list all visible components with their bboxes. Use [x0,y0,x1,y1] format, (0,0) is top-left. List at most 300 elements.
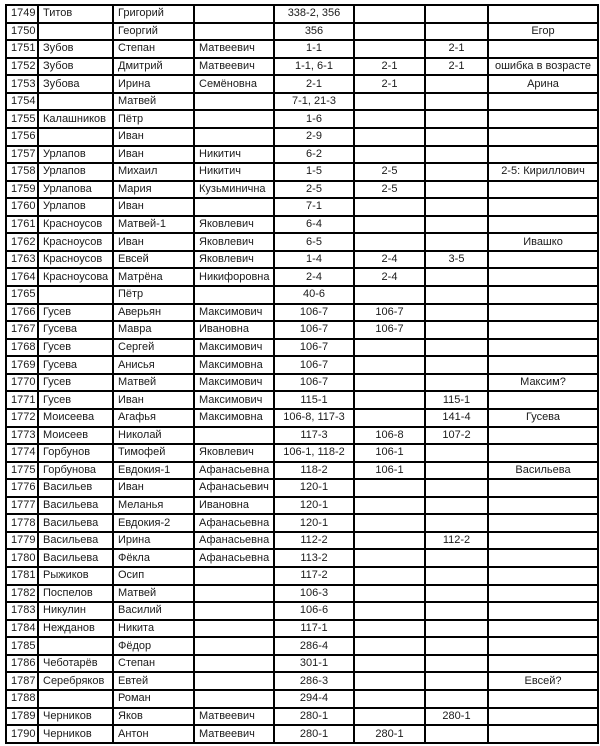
cell-surname: Красноусов [38,216,113,234]
cell-id: 1763 [6,251,38,269]
table-row [6,181,598,199]
cell-ref1: 6-4 [274,216,354,234]
cell-note [488,110,598,128]
cell-note [488,128,598,146]
table-row [6,356,598,374]
cell-ref2 [354,479,425,497]
cell-surname: Моисеев [38,427,113,445]
cell-note [488,93,598,111]
cell-ref3 [425,304,488,322]
cell-ref1: 280-1 [274,725,354,743]
cell-ref2: 2-1 [354,75,425,93]
cell-ref2 [354,567,425,585]
cell-id: 1786 [6,655,38,673]
cell-ref1: 106-7 [274,356,354,374]
cell-id: 1782 [6,585,38,603]
cell-ref1: 2-1 [274,75,354,93]
table-row [6,128,598,146]
cell-ref1: 106-7 [274,304,354,322]
cell-given_name: Дмитрий [113,58,194,76]
cell-surname: Зубова [38,75,113,93]
cell-id: 1758 [6,163,38,181]
cell-ref1: 115-1 [274,391,354,409]
cell-ref2: 2-1 [354,58,425,76]
cell-given_name: Роман [113,690,194,708]
cell-given_name: Матвей [113,93,194,111]
cell-patronymic: Никитич [194,163,274,181]
cell-given_name: Фёдор [113,637,194,655]
cell-id: 1760 [6,198,38,216]
cell-note: 2-5: Кириллович [488,163,598,181]
cell-ref3 [425,690,488,708]
cell-given_name: Степан [113,40,194,58]
table-row [6,304,598,322]
cell-note [488,708,598,726]
table-row [6,708,598,726]
cell-patronymic [194,128,274,146]
cell-given_name: Антон [113,725,194,743]
cell-given_name: Яков [113,708,194,726]
cell-note: Евсей? [488,672,598,690]
cell-ref1: 120-1 [274,479,354,497]
cell-patronymic: Кузьминична [194,181,274,199]
cell-given_name: Иван [113,198,194,216]
cell-ref1: 2-4 [274,268,354,286]
cell-ref2 [354,216,425,234]
cell-given_name: Матвей [113,585,194,603]
cell-ref1: 106-7 [274,374,354,392]
cell-ref3 [425,356,488,374]
table-row [6,479,598,497]
cell-patronymic [194,93,274,111]
cell-id: 1770 [6,374,38,392]
cell-surname: Гусева [38,356,113,374]
cell-ref3 [425,5,488,23]
cell-note: Егор [488,23,598,41]
cell-ref3: 115-1 [425,391,488,409]
cell-id: 1779 [6,532,38,550]
cell-ref2: 106-7 [354,304,425,322]
cell-note: Максим? [488,374,598,392]
cell-note [488,690,598,708]
cell-note [488,286,598,304]
cell-surname: Зубов [38,40,113,58]
cell-ref3 [425,655,488,673]
cell-given_name: Мария [113,181,194,199]
table-row [6,93,598,111]
cell-id: 1765 [6,286,38,304]
cell-note [488,146,598,164]
cell-ref2 [354,233,425,251]
cell-ref2: 106-8 [354,427,425,445]
cell-given_name: Меланья [113,497,194,515]
cell-ref1: 106-1, 118-2 [274,444,354,462]
cell-patronymic [194,23,274,41]
cell-surname [38,93,113,111]
cell-note [488,514,598,532]
cell-id: 1764 [6,268,38,286]
cell-patronymic [194,672,274,690]
cell-ref1: 294-4 [274,690,354,708]
cell-given_name: Степан [113,655,194,673]
cell-given_name: Матвей [113,374,194,392]
cell-ref3 [425,216,488,234]
cell-patronymic: Максимовна [194,356,274,374]
cell-note [488,427,598,445]
cell-patronymic: Семёновна [194,75,274,93]
table-row [6,655,598,673]
cell-patronymic [194,602,274,620]
cell-given_name: Михаил [113,163,194,181]
cell-note: Ивашко [488,233,598,251]
cell-ref3 [425,462,488,480]
cell-id: 1759 [6,181,38,199]
cell-note [488,321,598,339]
cell-ref3 [425,146,488,164]
cell-surname: Красноусов [38,233,113,251]
cell-id: 1750 [6,23,38,41]
cell-ref1: 106-3 [274,585,354,603]
cell-given_name: Никита [113,620,194,638]
cell-surname: Черников [38,725,113,743]
cell-ref2: 2-5 [354,181,425,199]
cell-ref1: 117-2 [274,567,354,585]
cell-id: 1768 [6,339,38,357]
cell-note [488,198,598,216]
cell-id: 1777 [6,497,38,515]
cell-note [488,655,598,673]
cell-ref3 [425,567,488,585]
cell-ref2 [354,602,425,620]
cell-patronymic: Максимовна [194,409,274,427]
cell-ref3 [425,602,488,620]
cell-patronymic: Матвеевич [194,58,274,76]
cell-ref2 [354,5,425,23]
table-row [6,251,598,269]
cell-id: 1761 [6,216,38,234]
cell-ref3 [425,549,488,567]
cell-ref1: 356 [274,23,354,41]
cell-ref1: 113-2 [274,549,354,567]
cell-ref2 [354,356,425,374]
table-row [6,321,598,339]
cell-ref1: 1-6 [274,110,354,128]
cell-given_name: Евдокия-2 [113,514,194,532]
cell-patronymic: Афанасьевна [194,532,274,550]
cell-ref2 [354,128,425,146]
cell-id: 1772 [6,409,38,427]
cell-surname: Черников [38,708,113,726]
cell-id: 1756 [6,128,38,146]
cell-id: 1775 [6,462,38,480]
cell-id: 1771 [6,391,38,409]
cell-ref3 [425,479,488,497]
cell-ref3 [425,725,488,743]
cell-patronymic: Яковлевич [194,251,274,269]
cell-surname: Гусев [38,374,113,392]
table-row [6,339,598,357]
cell-ref3 [425,497,488,515]
table-row [6,146,598,164]
cell-id: 1776 [6,479,38,497]
cell-ref3 [425,321,488,339]
cell-given_name: Осип [113,567,194,585]
table-row [6,58,598,76]
cell-surname: Гусев [38,304,113,322]
cell-surname: Красноусов [38,251,113,269]
cell-id: 1753 [6,75,38,93]
cell-ref1: 120-1 [274,497,354,515]
table-row [6,585,598,603]
cell-ref2: 2-4 [354,268,425,286]
cell-note: Гусева [488,409,598,427]
table-row [6,602,598,620]
cell-note: Арина [488,75,598,93]
cell-patronymic [194,567,274,585]
cell-surname: Васильева [38,514,113,532]
cell-given_name: Аверьян [113,304,194,322]
cell-ref2 [354,110,425,128]
table-row [6,444,598,462]
cell-id: 1767 [6,321,38,339]
cell-ref1: 1-4 [274,251,354,269]
cell-surname: Урлапова [38,181,113,199]
cell-note [488,216,598,234]
cell-given_name: Евсей [113,251,194,269]
cell-ref1: 1-1, 6-1 [274,58,354,76]
cell-patronymic [194,427,274,445]
cell-id: 1773 [6,427,38,445]
records-table [5,4,599,744]
cell-id: 1774 [6,444,38,462]
cell-id: 1769 [6,356,38,374]
cell-surname [38,128,113,146]
cell-given_name: Василий [113,602,194,620]
cell-ref2: 106-1 [354,444,425,462]
cell-ref2 [354,286,425,304]
table-row [6,620,598,638]
cell-given_name: Николай [113,427,194,445]
cell-ref2 [354,532,425,550]
cell-ref1: 6-5 [274,233,354,251]
cell-ref2 [354,374,425,392]
cell-given_name: Иван [113,146,194,164]
table-row [6,549,598,567]
cell-note [488,602,598,620]
cell-ref1: 106-6 [274,602,354,620]
cell-note [488,251,598,269]
cell-ref3 [425,268,488,286]
cell-patronymic [194,5,274,23]
cell-surname: Красноусова [38,268,113,286]
cell-patronymic [194,655,274,673]
cell-ref3 [425,637,488,655]
cell-ref2 [354,620,425,638]
cell-ref2 [354,497,425,515]
cell-note [488,356,598,374]
cell-id: 1754 [6,93,38,111]
cell-patronymic [194,198,274,216]
cell-surname [38,690,113,708]
cell-ref2: 2-4 [354,251,425,269]
table-row [6,462,598,480]
cell-ref1: 120-1 [274,514,354,532]
cell-ref3 [425,93,488,111]
cell-id: 1749 [6,5,38,23]
cell-given_name: Агафья [113,409,194,427]
cell-id: 1783 [6,602,38,620]
cell-ref2 [354,549,425,567]
cell-ref1: 118-2 [274,462,354,480]
cell-surname: Горбунова [38,462,113,480]
table-row [6,690,598,708]
cell-ref1: 2-5 [274,181,354,199]
table-row [6,427,598,445]
cell-ref1: 112-2 [274,532,354,550]
table-row [6,725,598,743]
cell-id: 1788 [6,690,38,708]
cell-ref2: 106-7 [354,321,425,339]
cell-ref3 [425,23,488,41]
cell-surname: Рыжиков [38,567,113,585]
cell-ref3 [425,444,488,462]
cell-given_name: Тимофей [113,444,194,462]
cell-patronymic [194,585,274,603]
cell-id: 1784 [6,620,38,638]
cell-given_name: Иван [113,391,194,409]
cell-surname: Васильева [38,549,113,567]
cell-ref3 [425,233,488,251]
cell-surname: Урлапов [38,146,113,164]
cell-note [488,181,598,199]
cell-note: ошибка в возрасте [488,58,598,76]
table-row [6,216,598,234]
cell-surname: Гусева [38,321,113,339]
table-row [6,391,598,409]
cell-id: 1778 [6,514,38,532]
cell-ref2 [354,655,425,673]
cell-ref1: 286-4 [274,637,354,655]
cell-patronymic: Афанасьевна [194,549,274,567]
cell-given_name: Евдокия-1 [113,462,194,480]
cell-ref3 [425,163,488,181]
cell-patronymic: Ивановна [194,497,274,515]
cell-given_name: Пётр [113,110,194,128]
table-row [6,532,598,550]
cell-ref2 [354,708,425,726]
cell-given_name: Мавра [113,321,194,339]
cell-id: 1785 [6,637,38,655]
cell-note [488,532,598,550]
cell-note [488,391,598,409]
cell-ref2 [354,409,425,427]
cell-surname [38,286,113,304]
cell-ref3 [425,128,488,146]
cell-given_name: Фёкла [113,549,194,567]
cell-ref3: 2-1 [425,58,488,76]
cell-note [488,479,598,497]
cell-ref2 [354,146,425,164]
cell-ref1: 40-6 [274,286,354,304]
cell-ref3 [425,620,488,638]
cell-surname: Калашников [38,110,113,128]
table-body [6,5,598,743]
table-row [6,514,598,532]
cell-given_name: Иван [113,479,194,497]
cell-ref1: 106-7 [274,321,354,339]
cell-note [488,40,598,58]
cell-patronymic: Яковлевич [194,216,274,234]
cell-note [488,567,598,585]
cell-surname: Васильев [38,479,113,497]
cell-ref2 [354,93,425,111]
cell-ref1: 106-7 [274,339,354,357]
cell-ref2 [354,23,425,41]
cell-surname: Горбунов [38,444,113,462]
cell-surname: Васильева [38,497,113,515]
cell-surname: Нежданов [38,620,113,638]
cell-given_name: Иван [113,233,194,251]
record-sheet [5,4,599,744]
cell-surname [38,637,113,655]
cell-surname: Серебряков [38,672,113,690]
cell-id: 1790 [6,725,38,743]
cell-ref1: 106-8, 117-3 [274,409,354,427]
cell-given_name: Анисья [113,356,194,374]
cell-note [488,339,598,357]
cell-ref3: 107-2 [425,427,488,445]
cell-given_name: Иван [113,128,194,146]
cell-id: 1757 [6,146,38,164]
cell-surname: Зубов [38,58,113,76]
cell-given_name: Георгий [113,23,194,41]
cell-given_name: Евтей [113,672,194,690]
cell-ref2: 106-1 [354,462,425,480]
cell-ref2 [354,198,425,216]
cell-ref1: 117-1 [274,620,354,638]
cell-surname: Моисеева [38,409,113,427]
cell-ref3 [425,514,488,532]
cell-patronymic: Матвеевич [194,40,274,58]
cell-ref3: 3-5 [425,251,488,269]
cell-surname: Гусев [38,391,113,409]
cell-surname: Чеботарёв [38,655,113,673]
cell-ref3 [425,585,488,603]
cell-ref2 [354,672,425,690]
cell-note [488,585,598,603]
cell-note [488,549,598,567]
cell-id: 1787 [6,672,38,690]
cell-ref2 [354,40,425,58]
cell-patronymic: Матвеевич [194,708,274,726]
table-row [6,374,598,392]
cell-ref1: 2-9 [274,128,354,146]
cell-surname [38,23,113,41]
cell-patronymic [194,620,274,638]
cell-ref2 [354,391,425,409]
cell-note [488,444,598,462]
cell-ref1: 1-1 [274,40,354,58]
cell-patronymic: Афанасьевна [194,462,274,480]
cell-ref2 [354,637,425,655]
cell-patronymic [194,110,274,128]
cell-ref1: 1-5 [274,163,354,181]
table-row [6,268,598,286]
table-row [6,567,598,585]
cell-ref1: 286-3 [274,672,354,690]
cell-patronymic: Афанасьевич [194,479,274,497]
cell-surname: Поспелов [38,585,113,603]
